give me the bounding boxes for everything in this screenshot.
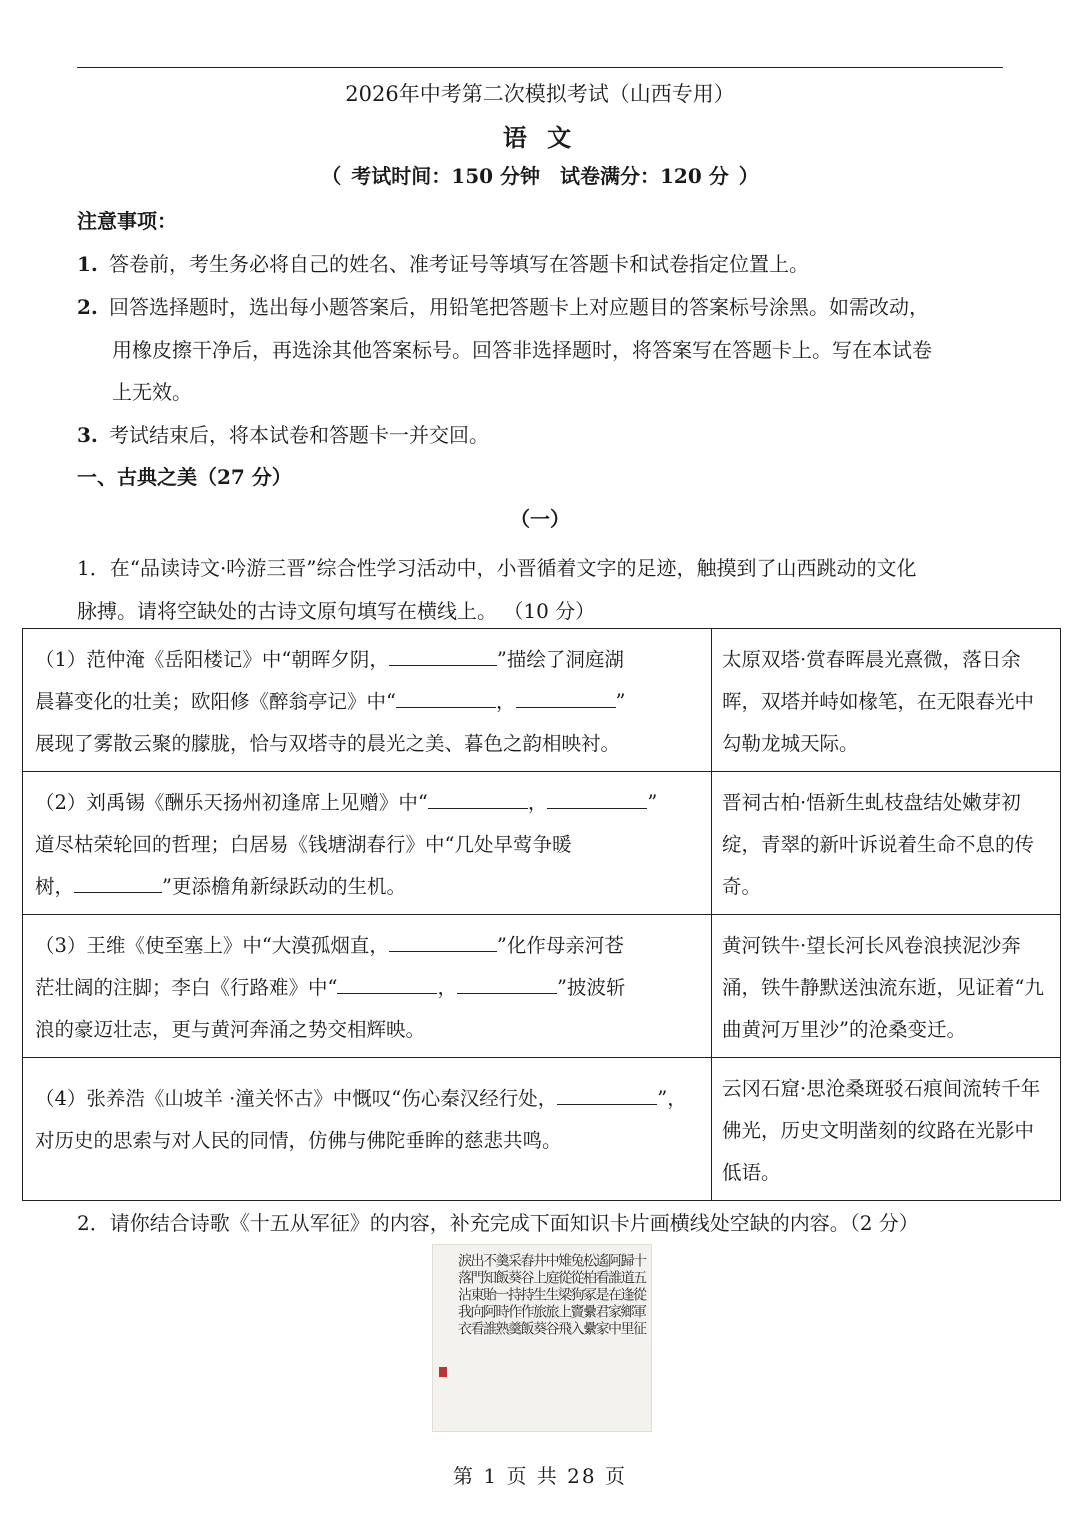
- calligraphy-column: 雉從梁上飛: [556, 1253, 572, 1338]
- context-cell: 云冈石窟·思沧桑斑驳石痕间流转千年佛光，历史文明凿刻的纹路在光影中低语。: [712, 1058, 1061, 1201]
- question-text: ”: [615, 690, 626, 713]
- notice-item-continuation: 上无效。: [112, 380, 192, 404]
- calligraphy-column: 羹飯一時熟: [493, 1253, 510, 1338]
- table-row: [23, 915, 1061, 1058]
- notice-item-text: 答卷前，考生务必将自己的姓名、准考证号等填写在答题卡和试卷指定位置上。: [109, 252, 809, 276]
- calligraphy-column: 舂谷持作飯: [518, 1253, 535, 1338]
- calligraphy-column: 兔從狗竇入: [568, 1253, 585, 1338]
- question-text: ”描绘了洞庭湖: [496, 648, 624, 671]
- q1-fill-table: [22, 628, 1061, 1201]
- notice-item: [77, 291, 929, 320]
- notice-item-continuation: 用橡皮擦干净后，再选涂其他答案标号。回答非选择题时，将答案写在答题卡上。写在本试卷: [112, 338, 932, 362]
- question-text: 道尽枯荣轮回的哲理；白居易《钱塘湖春行》中“几处早莺争暖: [35, 833, 572, 856]
- calligraphy-column: 井上生旅葵: [531, 1253, 547, 1338]
- question-text: ”，: [657, 1087, 687, 1110]
- question-cell: [23, 629, 712, 772]
- q1-text: 1．在“品读诗文·吟游三晋”综合性学习活动中，小晋循着文字的足迹，触摸到了山西跳动的文化: [77, 556, 917, 580]
- exam-time: 考试时间：150 分钟: [351, 164, 540, 188]
- question-text: ，: [527, 791, 548, 814]
- answer-blank[interactable]: [389, 647, 497, 666]
- context-cell: 晋祠古柏·悟新生虬枝盘结处嫩芽初绽，青翠的新叶诉说着生命不息的传奇。: [712, 772, 1061, 915]
- question-text: 晨暮变化的壮美；欧阳修《醉翁亭记》中“: [35, 690, 396, 713]
- calligraphy-column: 采葵持作羹: [506, 1253, 522, 1338]
- notice-item-number: 3.: [77, 423, 98, 447]
- q2-text: 2．请你结合诗歌《十五从军征》的内容，补充完成下面知识卡片画横线处空缺的内容。（2 分）: [77, 1211, 919, 1235]
- exam-info: [0, 160, 1080, 189]
- calligraphy-column: 十五從軍征: [631, 1253, 647, 1338]
- exam-info-open: （: [321, 164, 342, 188]
- answer-blank[interactable]: [428, 790, 528, 809]
- question-text: 浪的豪迈壮志，更与黄河奔涌之势交相辉映。: [35, 1018, 426, 1041]
- table-row: [23, 1058, 1061, 1201]
- seal-stamp: [439, 1367, 447, 1377]
- subject-title: 语 文: [502, 123, 578, 152]
- notice-item-text: 考试结束后，将本试卷和答题卡一并交回。: [109, 423, 489, 447]
- question-cell: [23, 1058, 712, 1201]
- table-row: [23, 772, 1061, 915]
- notice-item: [77, 419, 489, 448]
- calligraphy-artwork: [433, 1245, 651, 1431]
- calligraphy-column: 阿誰在家中: [606, 1253, 622, 1338]
- answer-blank[interactable]: [337, 975, 437, 994]
- context-cell: 黄河铁牛·望长河长风卷浪挟泥沙奔涌，铁牛静默送浊流东逝，见证着“九曲黄河万里沙”的沧桑变迁。: [712, 915, 1061, 1058]
- calligraphy-column: 出門東向看: [468, 1253, 485, 1338]
- notice-item-text: 回答选择题时，选出每小题答案后，用铅笔把答题卡上对应题目的答案标号涂黑。如需改动，: [109, 295, 929, 319]
- calligraphy-column: 不知貽阿誰: [481, 1253, 497, 1338]
- question-text: ”: [647, 791, 658, 814]
- answer-blank[interactable]: [547, 790, 647, 809]
- question-cell: [23, 772, 712, 915]
- answer-blank[interactable]: [557, 1086, 657, 1105]
- notice-item: [77, 248, 809, 277]
- question-text: （4）张养浩《山坡羊 ·潼关怀古》中慨叹“伤心秦汉经行处，: [35, 1087, 558, 1110]
- notice-item-number: 1.: [77, 252, 98, 276]
- answer-blank[interactable]: [74, 874, 162, 893]
- calligraphy-image: [432, 1244, 652, 1432]
- notice-heading: 注意事项：: [77, 209, 177, 233]
- answer-blank[interactable]: [389, 933, 497, 952]
- q1-text: 脉搏。请将空缺处的古诗文原句填写在横线上。 （10 分）: [77, 599, 596, 623]
- header-rule: [77, 67, 1003, 68]
- table-row: [23, 629, 1061, 772]
- question-cell: [23, 915, 712, 1058]
- question-text: ”化作母亲河苍: [496, 934, 624, 957]
- question-text: （1）范仲淹《岳阳楼记》中“朝晖夕阴，: [35, 648, 389, 671]
- answer-blank[interactable]: [396, 689, 496, 708]
- context-cell: 太原双塔·赏春晖晨光熹微，落日余晖，双塔并峙如椽笔，在无限春光中勾勒龙城天际。: [712, 629, 1061, 772]
- exam-info-close: ）: [738, 164, 759, 188]
- question-text: 对历史的思索与对人民的同情，仿佛与佛陀垂眸的慈悲共鸣。: [35, 1129, 562, 1152]
- part-heading: （一）: [510, 507, 570, 531]
- answer-blank[interactable]: [457, 975, 557, 994]
- question-text: ，: [495, 690, 516, 713]
- calligraphy-column: 松柏冢纍纍: [581, 1253, 597, 1338]
- calligraphy-column: 淚落沾我衣: [456, 1253, 472, 1338]
- question-text: 展现了雾散云聚的朦胧，恰与双塔寺的晨光之美、暮色之韵相映衬。: [35, 732, 621, 755]
- exam-title: 2026年中考第二次模拟考试（山西专用）: [345, 82, 735, 106]
- question-text: ”更添檐角新绿跃动的生机。: [162, 875, 406, 898]
- question-text: （3）王维《使至塞上》中“大漠孤烟直，: [35, 934, 389, 957]
- notice-item-number: 2.: [77, 295, 98, 319]
- question-text: ，: [437, 976, 457, 999]
- exam-full-score: 试卷满分：120 分: [560, 164, 729, 188]
- answer-blank[interactable]: [516, 689, 616, 708]
- question-text: 树，: [35, 875, 75, 898]
- question-text: 茫壮阔的注脚；李白《行路难》中“: [35, 976, 338, 999]
- calligraphy-column: 中庭生旅谷: [543, 1253, 560, 1338]
- section-heading: 一、古典之美（27 分）: [77, 465, 292, 489]
- question-text: ”披波斩: [557, 976, 626, 999]
- page-number: 第 1 页 共 28 页: [453, 1464, 627, 1488]
- calligraphy-column: 歸道逢鄉里: [618, 1253, 635, 1338]
- question-text: （2）刘禹锡《酬乐天扬州初逢席上见赠》中“: [35, 791, 428, 814]
- calligraphy-column: 遙看是君家: [593, 1253, 610, 1338]
